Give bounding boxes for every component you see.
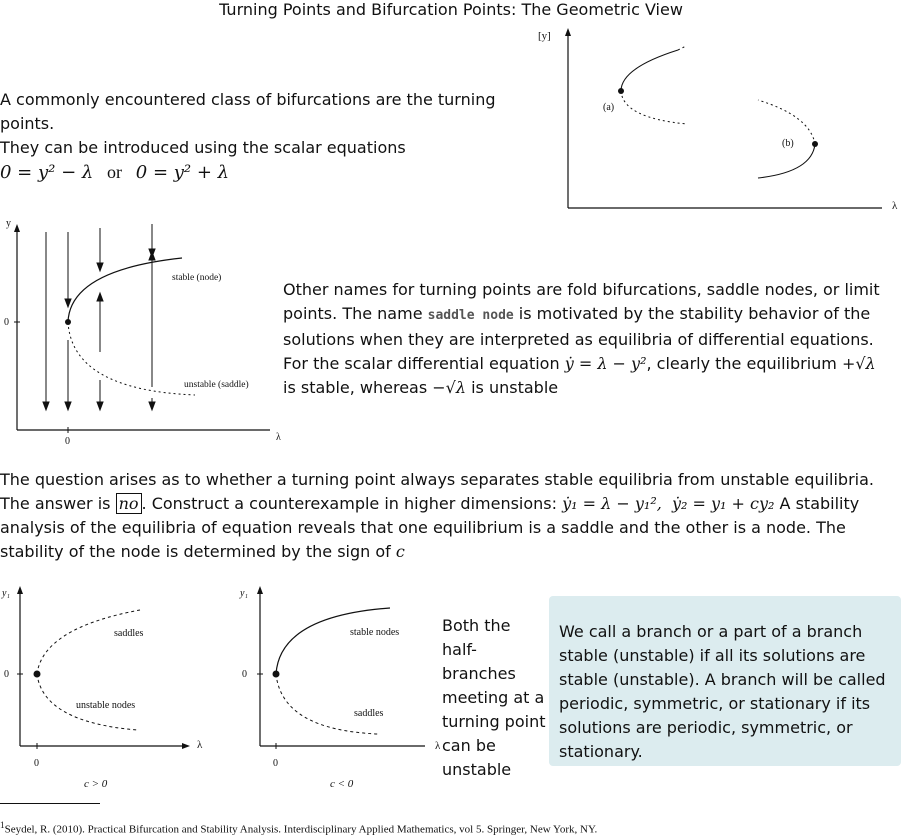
names-text-4: is stable, whereas: [283, 378, 433, 397]
y-axis-arrow: [565, 28, 571, 36]
turning-point: [273, 671, 280, 678]
minus-root: −√λ: [432, 378, 467, 397]
c-negative-figure: [230, 582, 440, 794]
y-axis-label: y₁: [240, 588, 248, 599]
caption: c < 0: [330, 778, 354, 790]
turning-point: [34, 671, 41, 678]
x-axis-label: λ: [276, 432, 281, 443]
stable-label: stable (node): [172, 273, 222, 283]
answer-box: no: [116, 493, 142, 514]
y-zero-label: 0: [4, 317, 9, 328]
unstable-branch: [68, 322, 195, 395]
ode-system-2: ẏ₂ = y₁ + cy₂: [671, 494, 775, 513]
question-text-3: A stability analysis of the equilibria of equation reveals that one equilibrium is a saddle and the other is a node. The stability of the node is determined by the sign of: [0, 494, 860, 561]
names-text-2: is motivated by the stability behavior of the solutions when they are interpreted as equilibria of differential equations. For the scalar differential equation: [283, 304, 874, 373]
y-axis-arrow: [14, 224, 20, 232]
turning-point-b: [812, 141, 818, 147]
footnote-marker: 1: [0, 820, 5, 830]
page-title: Turning Points and Bifurcation Points: The Geometric View: [219, 0, 683, 19]
stable-node-branch: [276, 608, 390, 674]
turning-point-a: [618, 88, 624, 94]
turning-points-figure: [530, 26, 902, 216]
y-axis-label: [y]: [538, 30, 551, 42]
x-axis-arrow: [182, 743, 190, 749]
branch-a-dashed: [621, 91, 687, 124]
fold-names-paragraph: [283, 278, 883, 400]
saddles-label: saddles: [354, 708, 384, 719]
y-zero-label: 0: [242, 669, 247, 680]
equation-1: 0 = y² − λ: [0, 162, 94, 183]
saddles-label: saddles: [114, 628, 144, 639]
intro-equations: [0, 160, 540, 185]
y-zero-label: 0: [4, 669, 9, 680]
y-axis-arrow: [257, 586, 263, 594]
point-a-label: (a): [603, 102, 615, 113]
y-axis-label: y₁: [2, 588, 10, 599]
scalar-ode: ẏ = λ − y²: [564, 354, 647, 373]
footnote-rule: [0, 803, 100, 804]
names-text-5: is unstable: [466, 378, 559, 397]
x-zero-label: 0: [273, 758, 278, 769]
x-zero-label: 0: [34, 758, 39, 769]
branch-a-solid-tail: [678, 46, 686, 50]
names-text-1: Other names for turning points are fold bifurcations, saddle nodes, or limit points. The name: [283, 280, 880, 323]
x-zero-label: 0: [65, 436, 70, 447]
branch-b-solid: [758, 144, 815, 178]
y-axis-label: y: [6, 218, 11, 229]
names-text-3: , clearly the equilibrium: [646, 354, 842, 373]
equation-2: 0 = y² + λ: [135, 162, 230, 183]
or-word: or: [107, 162, 123, 182]
question-text-1: The question arises as to whether a turning point always separates stable equilibria from unstable equilibria. The answer is: [0, 470, 874, 513]
unstable-label: unstable (saddle): [184, 380, 249, 390]
x-axis-label: λ: [197, 739, 203, 751]
c-positive-figure: [0, 582, 220, 794]
saddle-node-code: saddle node: [427, 308, 514, 323]
flow-arrows: [43, 224, 155, 410]
point-b-label: (b): [782, 138, 794, 149]
fold-figure: [0, 212, 290, 452]
question-text-2: . Construct a counterexample in higher dimensions:: [141, 494, 563, 513]
y-axis-arrow: [17, 586, 23, 594]
stable-branch: [68, 258, 182, 322]
half-branches-note: Both the half-branches meeting at a turning point can be unstable: [442, 616, 546, 779]
plus-root: +√λ: [841, 354, 876, 373]
footnote-text: Seydel, R. (2010). Practical Bifurcation and Stability Analysis. Interdisciplinary Applied Mathematics, vol 5. Springer, New York, NY.: [4, 823, 598, 836]
unstable-nodes-label: unstable nodes: [76, 700, 136, 711]
intro-line-2: They can be introduced using the scalar equations: [0, 138, 406, 157]
footnote: [0, 820, 597, 836]
ode-system-1: ẏ₁ = λ − y₁²,: [562, 494, 662, 513]
branch-a-solid: [621, 50, 678, 91]
stable-nodes-label: stable nodes: [350, 627, 400, 638]
counterexample-paragraph: [0, 468, 890, 564]
fold-point: [65, 319, 71, 325]
x-axis-label: λ: [892, 200, 898, 212]
saddle-branch: [37, 610, 140, 674]
definition-callout: We call a branch or a part of a branch stable (unstable) if all its solutions are stable (unstable). A branch will be called periodic, symmetric, or stationary if its solutions are periodic, symmetric, or stationary.: [549, 596, 901, 766]
intro-text: [0, 88, 540, 185]
intro-line-1: A commonly encountered class of bifurcations are the turning points.: [0, 90, 496, 133]
c-symbol: c: [395, 542, 405, 561]
caption: c > 0: [84, 778, 108, 790]
x-axis-label: λ: [435, 740, 440, 752]
saddle-branch: [276, 674, 378, 734]
